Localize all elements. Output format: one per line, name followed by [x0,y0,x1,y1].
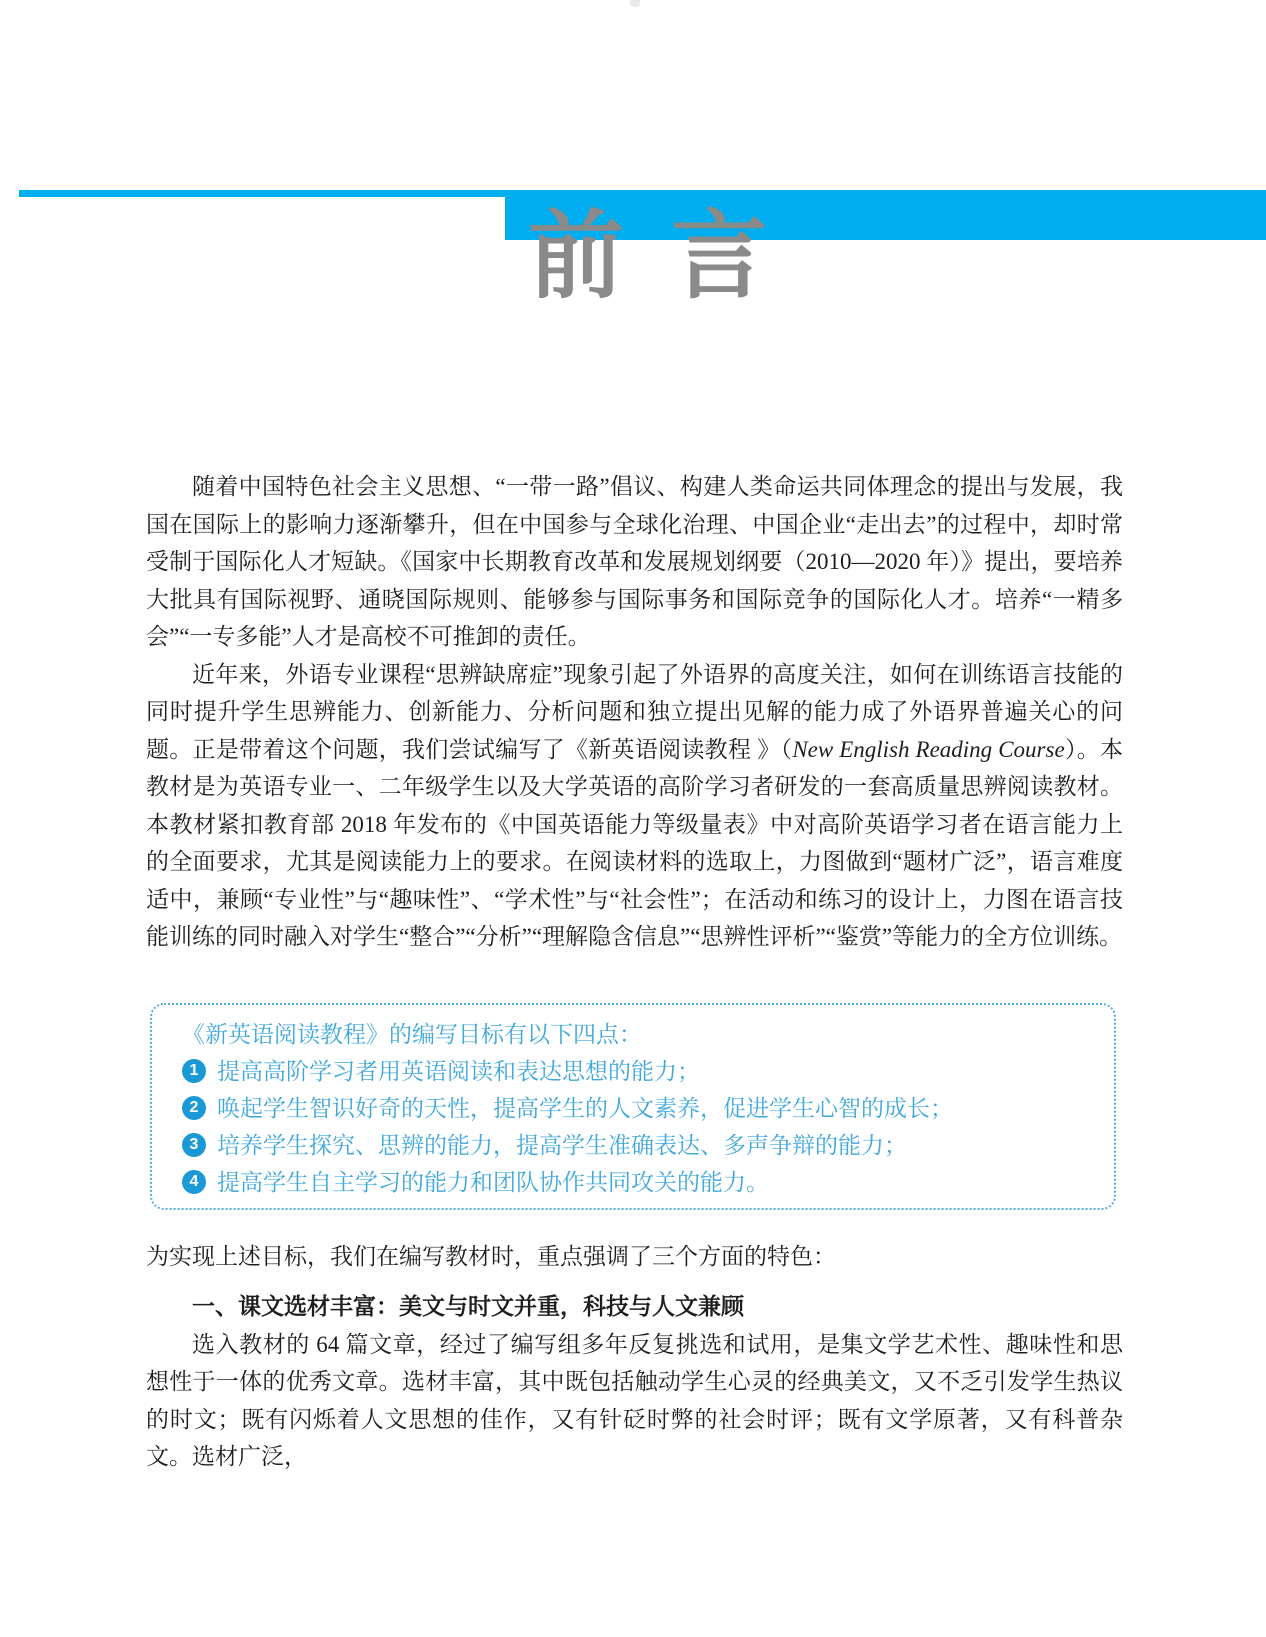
page-content [146,468,1123,1476]
goal-item [182,1090,1088,1127]
goal-number-badge: 1 [182,1059,206,1083]
header-accent-rule [19,190,1266,197]
scan-artifact [630,0,640,7]
page-title-char: 前 [528,203,624,310]
goal-item [182,1164,1088,1201]
goal-number-badge: 4 [182,1170,206,1194]
page-title [528,203,767,310]
feature-paragraph-1: 选入教材的 64 篇文章，经过了编写组多年反复挑选和试用，是集文学艺术性、趣味性和思想性于一体的优秀文章。选材丰富，其中既包括触动学生心灵的经典美文，又不乏引发学生热议的时文；既有闪烁着人文思想的佳作，又有针砭时弊的社会时评；既有文学原著，又有科普杂文。选材广泛， [146,1331,1123,1469]
intro-paragraph-2-pre: 近年来，外语专业课程“思辨缺席症”现象引起了外语界的高度关注，如何在训练语言技能的同时提升学生思辨能力、创新能力、分析问题和独立提出见解的能力成了外语界普遍关心的问题。正是带着这个问题，我们尝试编写了《新英语阅读教程 》（ [146,661,1123,762]
english-course-title: New English Reading Course [792,736,1065,762]
goal-text: 提高高阶学习者用英语阅读和表达思想的能力； [217,1057,700,1084]
goals-box-title: 《新英语阅读教程》的编写目标有以下四点： [182,1020,642,1047]
goal-text: 培养学生探究、思辨的能力，提高学生准确表达、多声争辩的能力； [217,1131,907,1158]
goal-number-badge: 2 [182,1096,206,1120]
goals-box [150,1003,1116,1210]
intro-paragraph-2 [146,656,1123,956]
features-lead: 为实现上述目标，我们在编写教材时，重点强调了三个方面的特色： [146,1243,836,1269]
goal-number-badge: 3 [182,1133,206,1157]
goal-text: 唤起学生智识好奇的天性，提高学生的人文素养，促进学生心智的成长； [217,1094,953,1121]
feature-heading-1: 一、课文选材丰富：美文与时文并重，科技与人文兼顾 [192,1294,744,1319]
goal-item [182,1053,1088,1090]
goal-item [182,1127,1088,1164]
page-title-char: 言 [671,203,767,310]
goal-text: 提高学生自主学习的能力和团队协作共同攻关的能力。 [217,1168,769,1195]
intro-paragraph-2-post: ）。本教材是为英语专业一、二年级学生以及大学英语的高阶学习者研发的一套高质量思辨阅读教材。本教材紧扣教育部 2018 年发布的《中国英语能力等级量表》中对高阶英语学习者在语言能力上的全面要求，尤其是阅读能力上的要求。在阅读材料的选取上，力图做到“题材广泛”，语言难度适中，兼顾“专业性”与“趣味性”、“学术性”与“社会性”；在活动和练习的设计上，力图在语言技能训练的同时融入对学生“整合”“分析”“理解隐含信息”“思辨性评析”“鉴赏”等能力的全方位训练。 [146,736,1124,949]
intro-paragraph-1: 随着中国特色社会主义思想、“一带一路”倡议、构建人类命运共同体理念的提出与发展，我国在国际上的影响力逐渐攀升，但在中国参与全球化治理、中国企业“走出去”的过程中，却时常受制于国际化人才短缺。《国家中长期教育改革和发展规划纲要（2010—2020 年）》提出，要培养大批具有国际视野、通晓国际规则、能够参与国际事务和国际竞争的国际化人才。培养“一精多会”“一专多能”人才是高校不可推卸的责任。 [146,474,1124,649]
